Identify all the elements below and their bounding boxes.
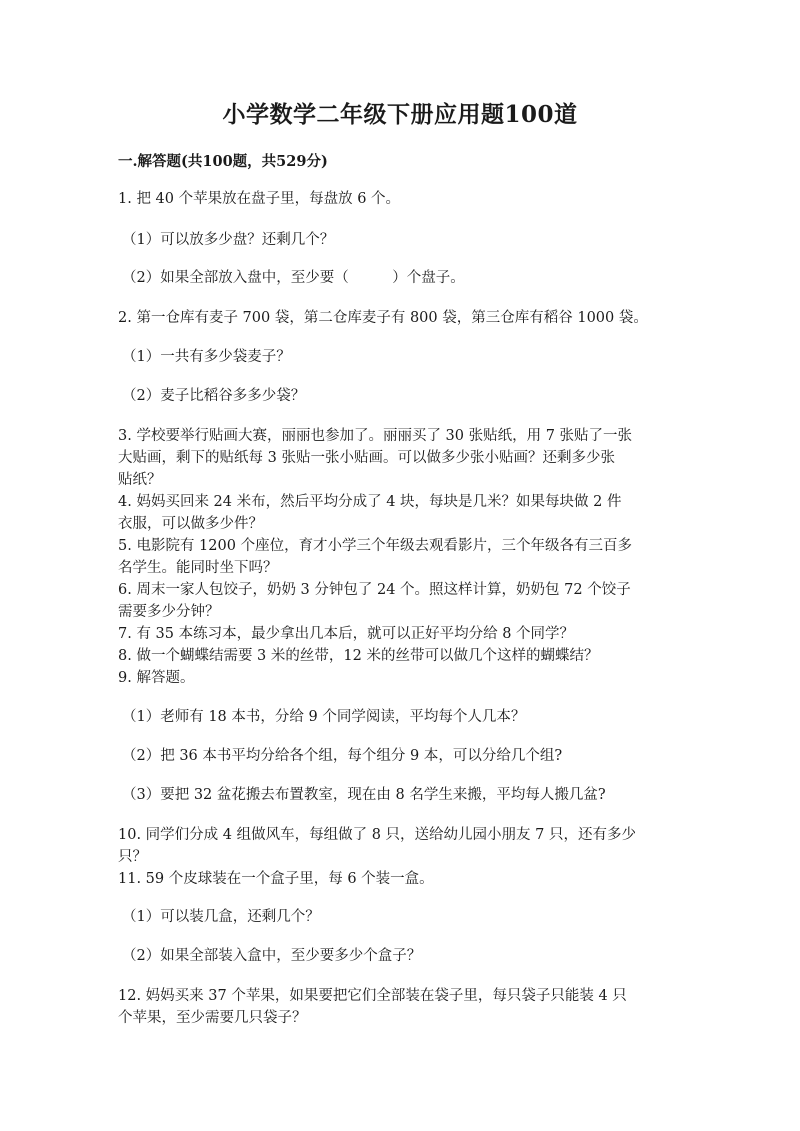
question-9-part-3: （3）要把 32 盆花搬去布置教室，现在由 8 名学生来搬，平均每人搬几盆?	[122, 787, 606, 803]
question-11-part-1: （1）可以装几盒，还剩几个？	[122, 909, 320, 925]
question-3-line-2: 大贴画，剩下的贴纸每 3 张贴一张小贴画。可以做多少张小贴画？还剩多少张	[118, 450, 615, 466]
question-9: 9. 解答题。	[118, 670, 195, 686]
question-4-line-2: 衣服，可以做多少件？	[118, 516, 263, 532]
question-1-part-2: （2）如果全部放入盘中，至少要（ ）个盘子。	[122, 270, 465, 286]
question-10-line-1: 10. 同学们分成 4 组做风车，每组做了 8 只，送给幼儿园小朋友 7 只，还有多少	[118, 827, 636, 843]
question-4-line-1: 4. 妈妈买回来 24 米布，然后平均分成了 4 块，每块是几米？如果每块做 2 件	[118, 494, 622, 510]
question-12-line-1: 12. 妈妈买来 37 个苹果，如果要把它们全部装在袋子里，每只袋子只能装 4 只	[118, 988, 627, 1004]
question-2: 2. 第一仓库有麦子 700 袋，第二仓库麦子有 800 袋，第三仓库有稻谷 1000 袋。	[118, 310, 648, 326]
question-5-line-1: 5. 电影院有 1200 个座位，育才小学三个年级去观看影片，三个年级各有三百多	[118, 538, 633, 554]
question-2-part-2: （2）麦子比稻谷多多少袋？	[122, 388, 306, 404]
question-10-line-2: 只？	[118, 849, 147, 865]
question-11-part-2: （2）如果全部装入盒中，至少要多少个盒子？	[122, 948, 422, 964]
question-12-line-2: 个苹果，至少需要几只袋子？	[118, 1010, 307, 1026]
question-1: 1. 把 40 个苹果放在盘子里，每盘放 6 个。	[118, 191, 401, 207]
question-3-line-3: 贴纸？	[118, 472, 162, 488]
question-2-part-1: （1）一共有多少袋麦子？	[122, 349, 291, 365]
question-3-line-1: 3. 学校要举行贴画大赛，丽丽也参加了。丽丽买了 30 张贴纸，用 7 张贴了一张	[118, 428, 633, 444]
question-5-line-2: 名学生。能同时坐下吗？	[118, 560, 278, 576]
section-header: 一.解答题(共100题，共529分)	[118, 153, 328, 170]
question-9-part-2: （2）把 36 本书平均分给各个组，每个组分 9 本，可以分给几个组?	[122, 748, 563, 764]
question-6-line-2: 需要多少分钟？	[118, 604, 220, 620]
question-11: 11. 59 个皮球装在一个盒子里，每 6 个装一盒。	[118, 871, 434, 887]
question-8: 8. 做一个蝴蝶结需要 3 米的丝带，12 米的丝带可以做几个这样的蝴蝶结？	[118, 648, 599, 664]
document-title: 小学数学二年级下册应用题100道	[222, 101, 578, 128]
question-1-part-1: （1）可以放多少盘？还剩几个？	[122, 232, 335, 248]
question-6-line-1: 6. 周末一家人包饺子，奶奶 3 分钟包了 24 个。照这样计算，奶奶包 72 个饺子	[118, 582, 631, 598]
question-7: 7. 有 35 本练习本，最少拿出几本后，就可以正好平均分给 8 个同学？	[118, 626, 575, 642]
question-9-part-1: （1）老师有 18 本书，分给 9 个同学阅读，平均每个人几本？	[122, 709, 526, 725]
